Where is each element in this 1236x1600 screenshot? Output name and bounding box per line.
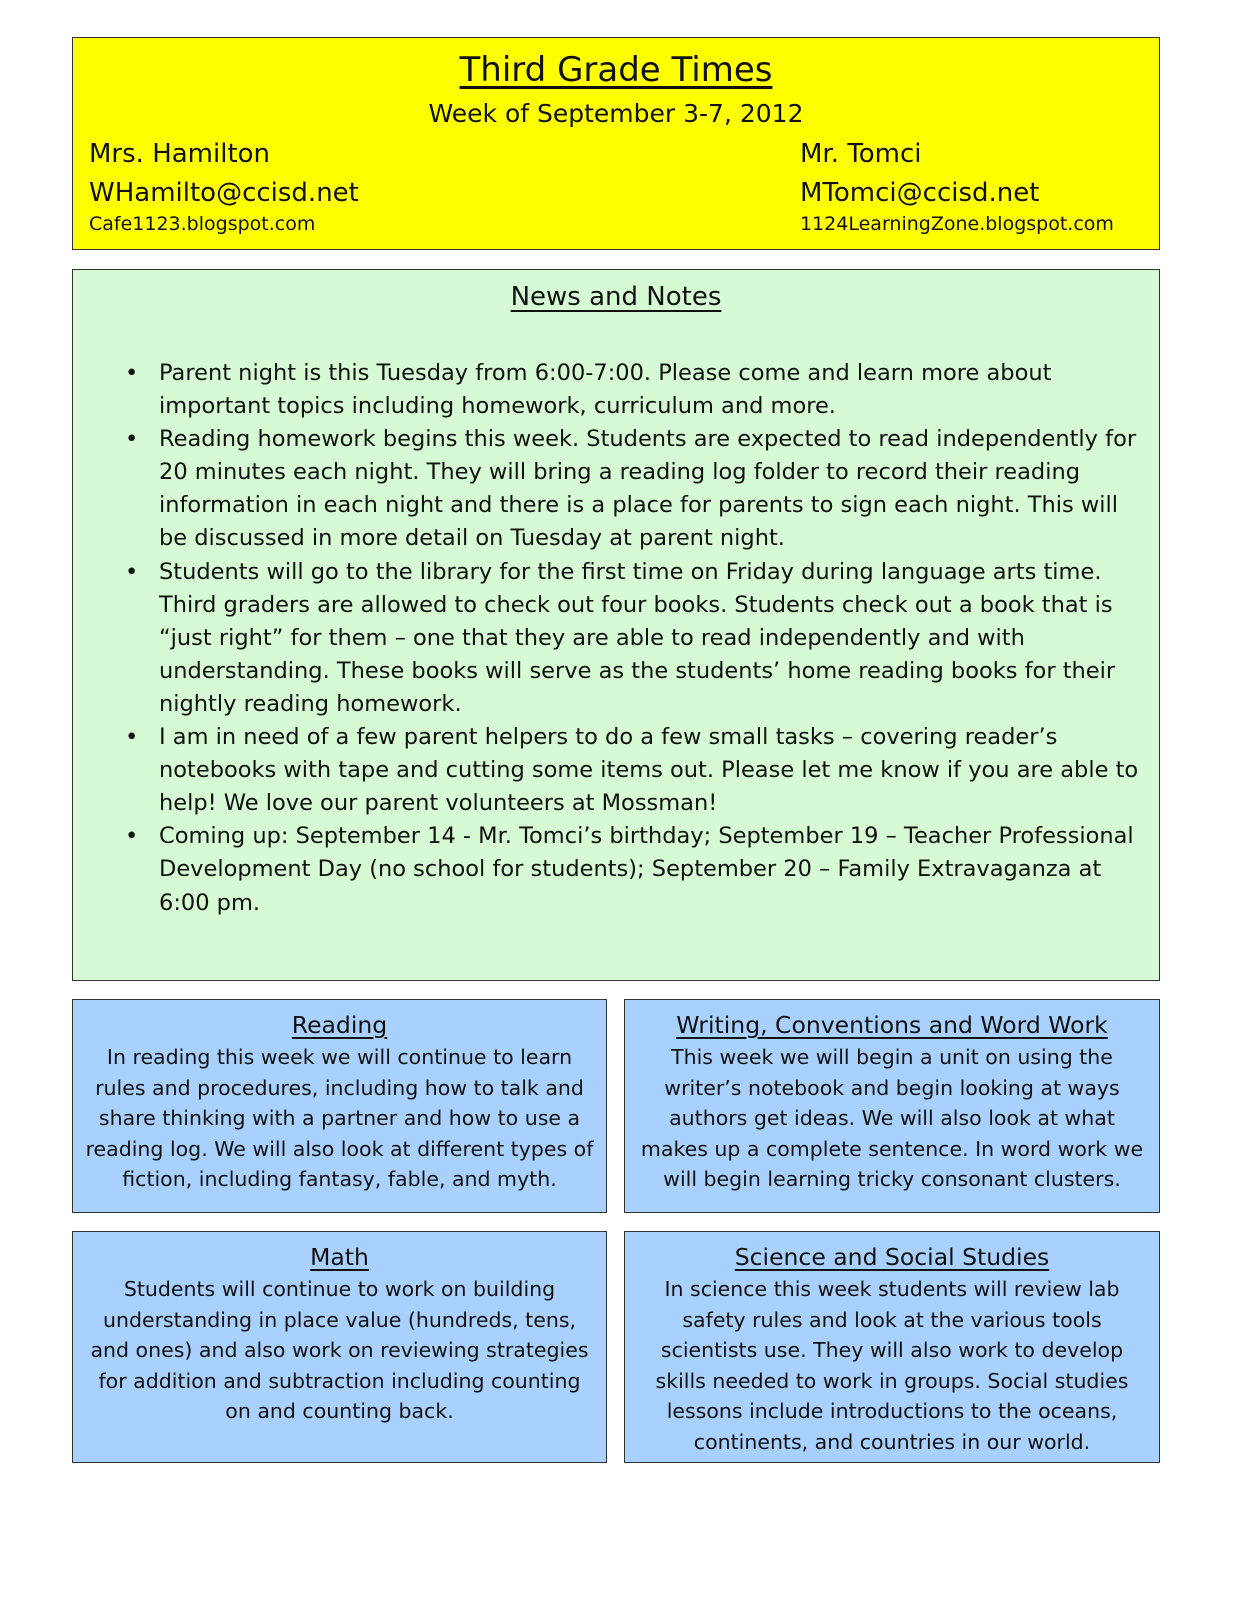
reading-section — [72, 999, 607, 1213]
teacher-info-right — [800, 136, 1114, 237]
science-social-studies-section — [624, 1231, 1160, 1463]
writing-section — [624, 999, 1160, 1213]
section-body: Students will continue to work on building understanding in place value (hundreds, tens, and ones) and also work on reviewing strategies for addition and subtraction including counting on and counting back. — [90, 1277, 589, 1424]
bullet-icon: • — [125, 426, 139, 453]
news-and-notes-section — [72, 269, 1160, 981]
bullet-icon: • — [125, 360, 139, 386]
news-item-text: Parent night is this Tuesday from 6:00-7:00. Please come and learn more about important topics including homework, curriculum and more. — [159, 360, 1052, 420]
bullet-icon: • — [125, 823, 139, 850]
teacher-email: MTomci@ccisd.net — [800, 178, 1040, 208]
news-list — [125, 357, 1139, 920]
teacher-name: Mr. Tomci — [800, 139, 922, 169]
news-item — [125, 423, 1139, 555]
news-item-text: Reading homework begins this week. Students are expected to read independently for 20 minutes each night. They will bring a reading log folder to record their reading information in each night and there is a place for parents to sign each night. This will be discussed in more detail on Tuesday at parent night. — [159, 426, 1137, 552]
news-item-text: Students will go to the library for the first time on Friday during language arts time. Third graders are allowed to check out four books. Students check out a book that is “just right” for them – one that they are able to read independently and with understanding. These books will serve as the students’ home reading books for their nightly reading homework. — [159, 558, 1116, 717]
teacher-name: Mrs. Hamilton — [89, 139, 271, 169]
week-date: Week of September 3-7, 2012 — [428, 99, 804, 128]
section-body: This week we will begin a unit on using the writer’s notebook and begin looking at ways authors get ideas. We will also look at what makes up a complete sentence. In word work we will begin learning tricky consonant clusters. — [640, 1045, 1144, 1192]
bullet-icon: • — [125, 558, 139, 585]
section-body: In science this week students will review lab safety rules and look at the various tools scientists use. They will also work to develop skills needed to work in groups. Social studies lessons include introductions to the oceans, continents, and countries in our world. — [655, 1277, 1129, 1454]
news-item — [125, 721, 1139, 820]
section-body: In reading this week we will continue to learn rules and procedures, including how to talk and share thinking with a partner and how to use a reading log. We will also look at different types of fiction, including fantasy, fable, and myth. — [85, 1045, 594, 1192]
news-item — [125, 556, 1139, 721]
math-section — [72, 1231, 607, 1463]
teacher-email: WHamilto@ccisd.net — [89, 178, 359, 208]
newsletter-title: Third Grade Times — [459, 50, 773, 90]
section-heading: Math — [310, 1243, 369, 1271]
news-item — [125, 357, 1139, 423]
news-item-text: Coming up: September 14 - Mr. Tomci’s birthday; September 19 – Teacher Professional Development Day (no school for students); September 20 – Family Extravaganza at 6:00 pm. — [159, 823, 1134, 916]
news-item-text: I am in need of a few parent helpers to do a few small tasks – covering reader’s notebooks with tape and cutting some items out. Please let me know if you are able to help! We love our parent volunteers at Mossman! — [159, 724, 1139, 817]
newsletter-header — [72, 37, 1160, 250]
section-heading: Reading — [291, 1011, 388, 1039]
news-heading: News and Notes — [510, 282, 722, 312]
section-heading: Writing, Conventions and Word Work — [676, 1011, 1108, 1039]
bullet-icon: • — [125, 724, 139, 751]
teacher-blog: Cafe1123.blogspot.com — [89, 213, 316, 235]
section-heading: Science and Social Studies — [734, 1243, 1050, 1271]
news-item — [125, 820, 1139, 919]
teacher-info-left — [89, 136, 359, 237]
teacher-blog: 1124LearningZone.blogspot.com — [800, 213, 1114, 235]
